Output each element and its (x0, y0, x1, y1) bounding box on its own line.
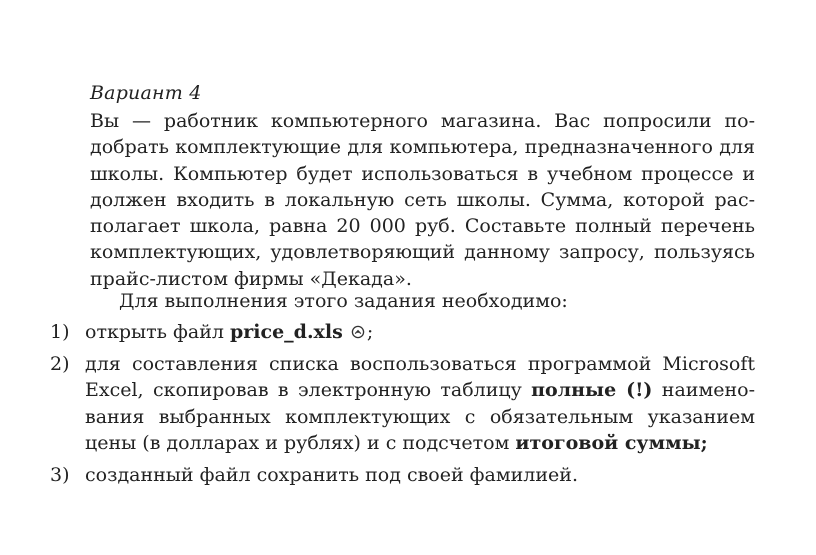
variant-heading: Вариант 4 (90, 82, 202, 104)
emphasis-full: полные (!) (531, 379, 653, 402)
paragraph-line: прайс-листом фирмы «Декада». (90, 267, 412, 290)
list-item-number: 1) (50, 321, 70, 343)
list-item-text (85, 351, 755, 456)
list-item-number: 3) (50, 464, 70, 486)
emphasis-total-sum: итоговой суммы; (515, 431, 708, 454)
paragraph-line: полагает школа, равна 20 000 руб. Составьте полный перечень (90, 215, 755, 238)
paragraph-line: комплектующих, удовлетворяющий данному запросу, пользуясь (90, 241, 755, 264)
list-item-line (85, 430, 755, 456)
list-item-line (85, 377, 755, 403)
task-paragraph (90, 108, 755, 292)
list-item-text-part: ; (366, 321, 374, 343)
list-item-text (85, 319, 755, 345)
list-item-text: созданный файл сохранить под своей фамилией. (85, 464, 578, 486)
list-item-line: для составления списка воспользоваться программой Microsoft (85, 353, 755, 375)
list-item-text-part: наимено- (652, 379, 755, 402)
list-item-text-part: Excel, скопировав в электронную таблицу (85, 379, 532, 402)
paragraph-line: должен входить в локальную сеть школы. Сумма, которой рас- (90, 188, 755, 211)
list-item-text-part: открыть файл (85, 321, 230, 343)
paragraph-line: добрать комплектующие для компьютера, предназначенного для (90, 136, 755, 159)
file-name: price_d.xls (229, 321, 343, 343)
list-item-text-part: цены (в долларах и рублях) и с подсчетом (85, 431, 516, 454)
instructions-intro: Для выполнения этого задания необходимо: (119, 290, 568, 312)
paragraph-line: школы. Компьютер будет использоваться в учебном процессе и (90, 162, 755, 185)
list-item-number: 2) (50, 353, 70, 375)
list-item-line: вания выбранных комплектующих с обязательным указанием (85, 405, 755, 428)
disk-attachment-icon (351, 320, 365, 334)
paragraph-line: Вы — работник компьютерного магазина. Вас попросили по- (90, 110, 755, 132)
